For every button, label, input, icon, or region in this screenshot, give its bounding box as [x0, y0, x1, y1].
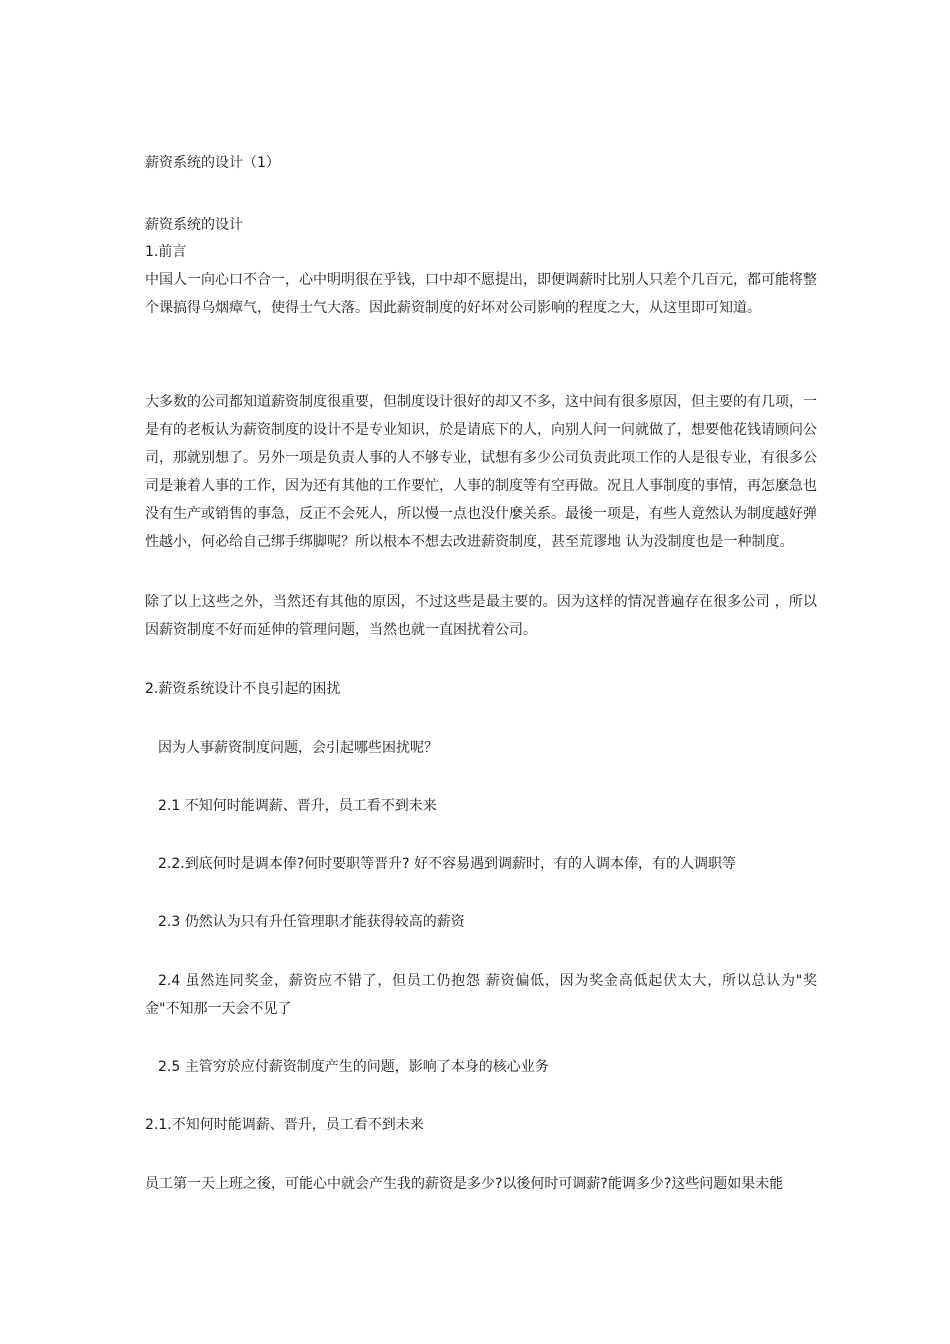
paragraph-1: 中国人一向心口不合一，心中明明很在乎钱，口中却不愿提出，即便调薪时比别人只差个几百元，都可能将整个课搞得乌烟瘴气，使得士气大落。因此薪资制度的好坏对公司影响的程度之大，从这里即可知道。	[145, 272, 817, 316]
list-item: 2.4 虽然连同奖金，薪资应不错了，但员工仍抱怨 薪资偏低，因为奖金高低起伏太大，所以总认为"奖金"不知那一天会不见了	[145, 973, 817, 1017]
paragraph-4: 员工第一天上班之後，可能心中就会产生我的薪资是多少?以後何时可调薪?能调多少?这些问题如果未能	[145, 1176, 784, 1192]
paragraph-3: 除了以上这些之外，当然还有其他的原因，不过这些是最主要的。因为这样的情况普遍存在很多公司 ，所以因薪资制度不好而延伸的管理问题，当然也就一直困扰着公司。	[145, 594, 817, 638]
section-heading-2-1: 2.1.不知何时能调薪、晋升，员工看不到未来	[145, 1117, 424, 1133]
document-title: 薪资系统的设计（1）	[145, 155, 280, 171]
question-line: 因为人事薪资制度问题，会引起哪些困扰呢？	[158, 740, 438, 756]
paragraph-2: 大多数的公司都知道薪资制度很重要，但制度设计很好的却又不多，这中间有很多原因，但主要的有几项，一是有的老板认为薪资制度的设计不是专业知识，於是请底下的人，向别人问一问就做了，想要他花钱请顾问公司，那就别想了。另外一项是负责人事的人不够专业，试想有多少公司负责此项工作的人是很专业，有很多公司是兼着人事的工作，因为还有其他的工作要忙，人事的制度等有空再做。况且人事制度的事情，再怎麼急也没有生产或销售的事急，反正不会死人，所以慢一点也没什麼关系。最後一项是，有些人竟然认为制度越好弹性越小，何必给自己绑手绑脚呢？所以根本不想去改进薪资制度，甚至荒谬地 认为没制度也是一种制度。	[145, 394, 817, 550]
spacer	[145, 177, 817, 204]
section-heading-1: 1.前言	[145, 244, 187, 260]
section-heading-2: 2.薪资系统设计不良引起的困扰	[145, 681, 341, 697]
list-item: 2.1 不知何时能调薪、晋升，员工看不到未来	[158, 798, 437, 814]
document-page	[145, 150, 817, 1198]
document-subtitle: 薪资系统的设计	[145, 217, 243, 233]
list-item: 2.3 仍然认为只有升任管理职才能获得较高的薪资	[158, 914, 465, 930]
list-item: 2.5 主管穷於应付薪资制度产生的问题，影响了本身的核心业务	[158, 1059, 549, 1075]
list-item: 2.2.到底何时是调本俸?何时要职等晋升? 好不容易遇到调薪时，有的人调本俸，有的人调职等	[158, 856, 737, 872]
